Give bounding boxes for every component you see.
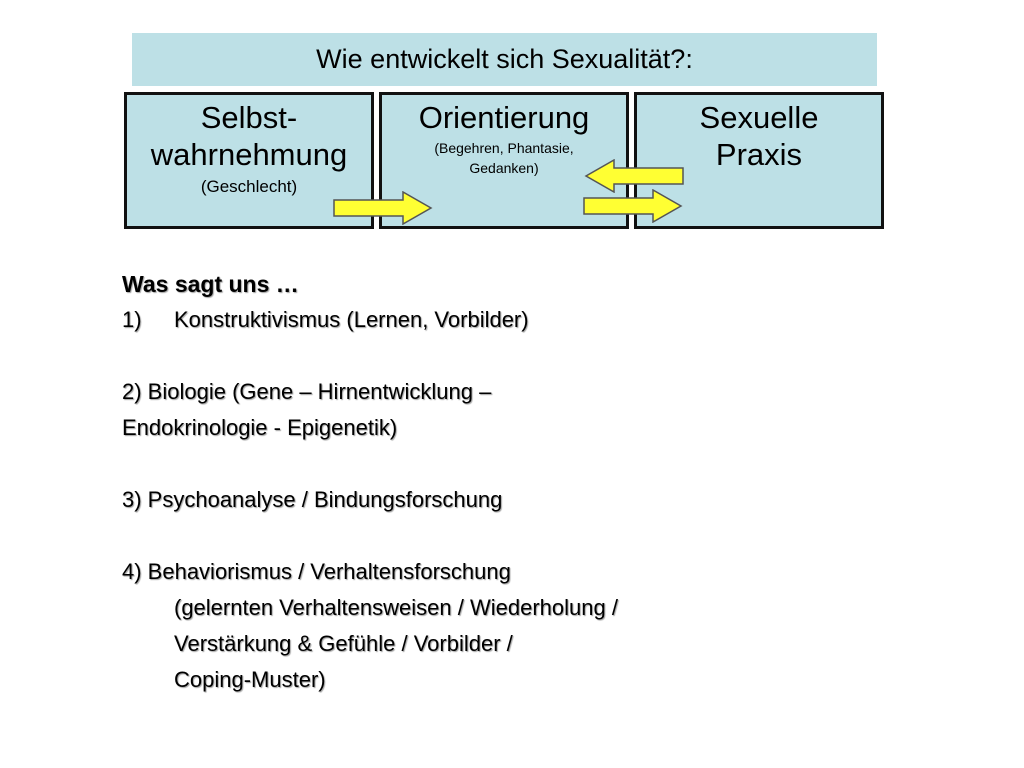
arrow-right-icon — [333, 191, 433, 225]
list-item-line: Verstärkung & Gefühle / Vorbilder / — [174, 631, 513, 656]
list-item-text: Konstruktivismus (Lernen, Vorbilder) — [174, 307, 529, 332]
box-title-line1: Sexuelle — [699, 100, 819, 135]
body-heading: Was sagt uns … — [122, 271, 299, 297]
list-item-line: (gelernten Verhaltensweisen / Wiederholung / — [174, 595, 618, 620]
list-item-line: 3) Psychoanalyse / Bindungsforschung — [122, 487, 503, 512]
box-title — [127, 95, 371, 173]
list-item-line: Endokrinologie - Epigenetik) — [122, 415, 398, 440]
box-subtitle-line1: (Begehren, Phantasie, — [434, 140, 574, 156]
list-item-line: Coping-Muster) — [174, 667, 326, 692]
arrow-right-icon — [583, 189, 683, 223]
box-subtitle-line2: Gedanken) — [469, 160, 539, 176]
list-item-number: 1) — [122, 307, 142, 332]
list-item — [122, 302, 882, 338]
arrow-left-icon — [584, 159, 684, 193]
box-title: Orientierung — [418, 100, 590, 135]
box-title-line1: Selbst- — [200, 100, 298, 135]
box-subtitle: (Geschlecht) — [200, 177, 298, 196]
list-item-line: 2) Biologie (Gene – Hirnentwicklung – — [122, 379, 492, 404]
box-title-line2: wahrnehmung — [150, 137, 348, 172]
list-item-line: 4) Behaviorismus / Verhaltensforschung — [122, 559, 511, 584]
box-title-line2: Praxis — [715, 137, 803, 172]
diagram-title: Wie entwickelt sich Sexualität?: — [132, 33, 877, 86]
body-text — [122, 266, 882, 698]
